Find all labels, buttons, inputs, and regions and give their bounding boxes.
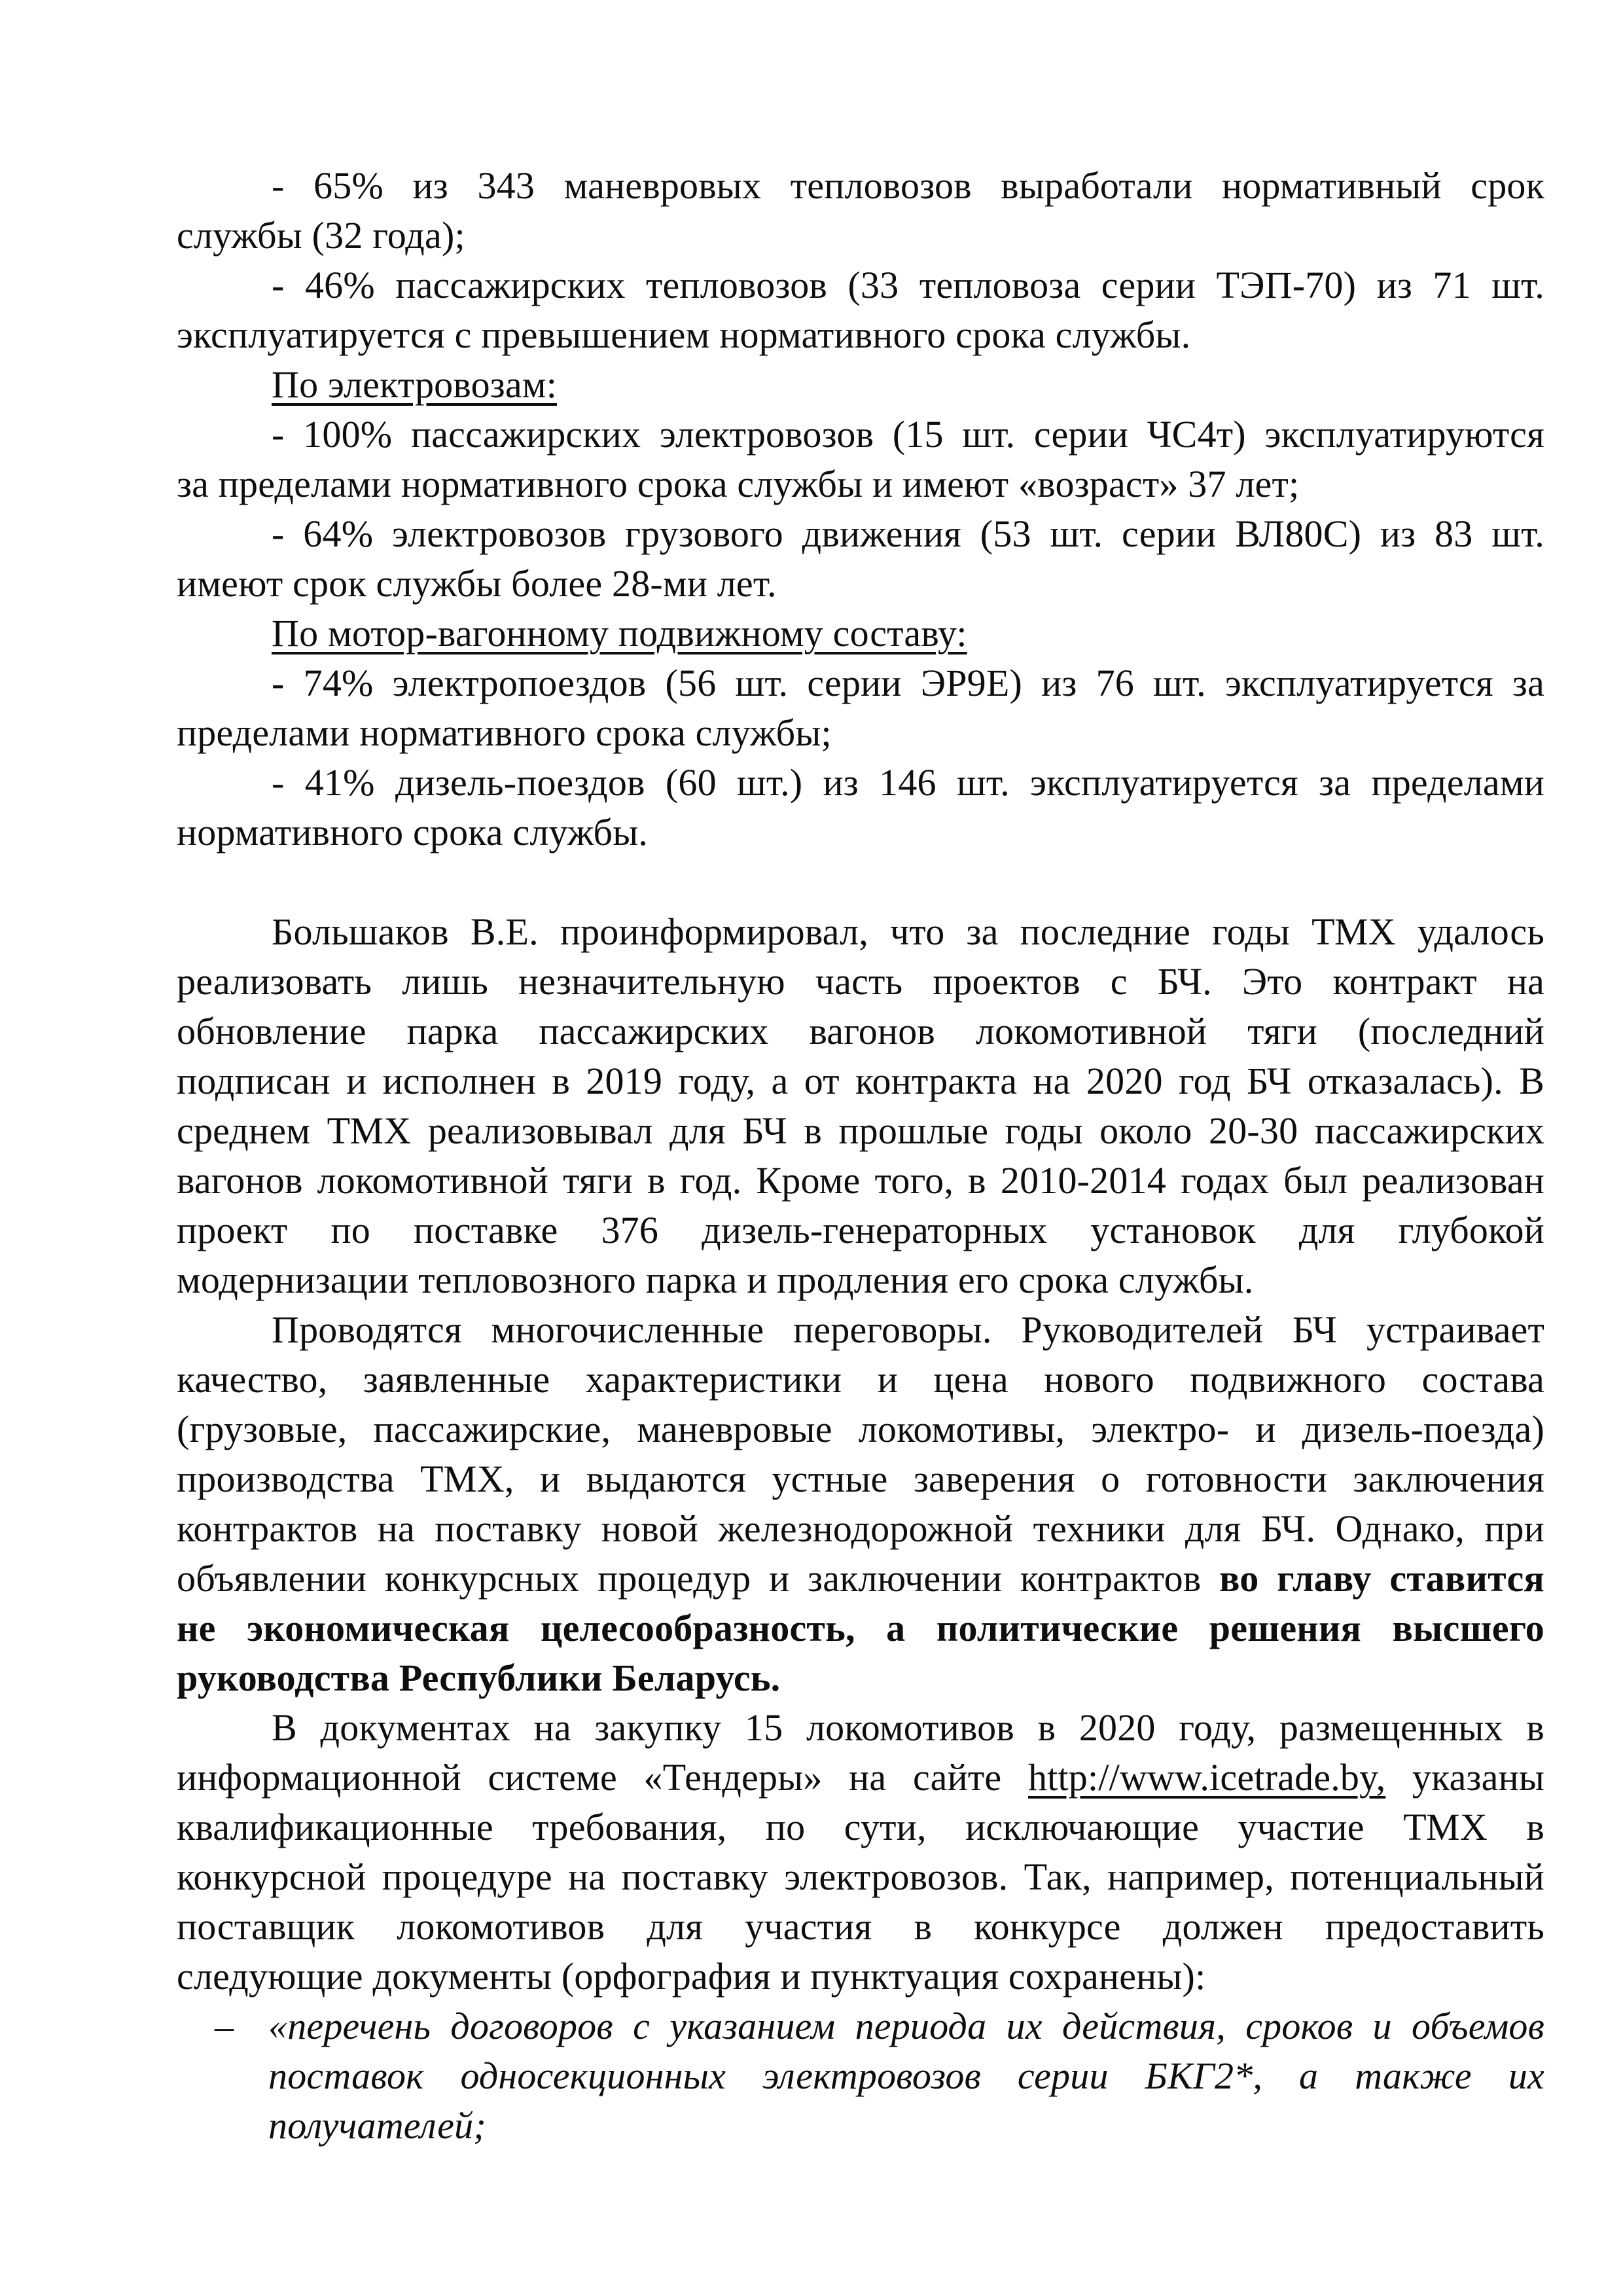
text-segment: объявлении конкурсных процедур и заключении контрактов (177, 1557, 1220, 1600)
text-segment: информационной системе «Тендеры» на сайте (177, 1756, 1028, 1799)
text-line (177, 2051, 1544, 2101)
text-segment: указаны (1385, 1756, 1544, 1799)
text-line (177, 957, 1544, 1007)
text-line (177, 907, 1544, 957)
text-segment: имеют срок службы более 28-ми лет. (177, 562, 777, 605)
text-segment: во главу ставится (1219, 1557, 1544, 1600)
text-line (177, 559, 1544, 609)
text-segment: - 41% дизель-поездов (60 шт.) из 146 шт. эксплуатируется за пределами (272, 761, 1544, 804)
text-segment: эксплуатируется с превышением нормативного срока службы. (177, 314, 1191, 356)
heading-electric-locomotives: По электровозам: (272, 363, 558, 406)
text-segment: за пределами нормативного срока службы и имеют «возраст» 37 лет; (177, 463, 1300, 505)
text-segment: Большаков В.Е. проинформировал, что за последние годы ТМХ удалось (272, 910, 1544, 953)
text-line (177, 658, 1544, 708)
list-dash-marker: – (215, 2005, 234, 2047)
text-segment: руководства Республики Беларусь. (177, 1657, 781, 1699)
text-line (177, 1703, 1544, 1753)
text-line (177, 1454, 1544, 1504)
blank-line (177, 857, 1544, 907)
text-segment: подписан и исполнен в 2019 году, а от контракта на 2020 год БЧ отказалась). В (177, 1060, 1544, 1102)
text-line (177, 2101, 1544, 2151)
text-line (177, 1554, 1544, 1604)
text-line (177, 1056, 1544, 1106)
text-segment: квалификационные требования, по сути, исключающие участие ТМХ в (177, 1806, 1544, 1848)
text-segment: «перечень договоров с указанием периода их действия, сроков и объемов (268, 2005, 1544, 2047)
text-line (177, 1355, 1544, 1405)
text-line (177, 1504, 1544, 1554)
text-segment: В документах на закупку 15 локомотивов в 2020 году, размещенных в (272, 1706, 1544, 1749)
text-line (177, 410, 1544, 459)
text-segment: поставщик локомотивов для участия в конкурсе должен предоставить (177, 1905, 1544, 1948)
text-segment: среднем ТМХ реализовывал для БЧ в прошлые годы около 20-30 пассажирских (177, 1109, 1544, 1152)
text-line (177, 1604, 1544, 1653)
text-line (177, 1255, 1544, 1305)
text-line (177, 161, 1544, 211)
text-line (177, 1305, 1544, 1355)
text-segment: - 65% из 343 маневровых тепловозов выработали нормативный срок (272, 164, 1544, 207)
text-line (177, 808, 1544, 857)
text-segment: - 74% электропоездов (56 шт. серии ЭР9Е) из 76 шт. эксплуатируется за (272, 662, 1544, 704)
text-line (177, 708, 1544, 758)
text-line (177, 1852, 1544, 1902)
text-segment: пределами нормативного срока службы; (177, 711, 832, 754)
text-line (177, 1106, 1544, 1156)
text-segment: реализовать лишь незначительную часть проектов с БЧ. Это контракт на (177, 960, 1544, 1003)
url-icetrade: http://www.icetrade.by, (1027, 1756, 1386, 1799)
text-line (177, 260, 1544, 310)
text-line (177, 459, 1544, 509)
text-line (177, 1753, 1544, 1803)
text-segment: вагонов локомотивной тяги в год. Кроме того, в 2010-2014 годах был реализован (177, 1159, 1544, 1202)
text-segment: нормативного срока службы. (177, 811, 649, 853)
text-segment: поставок односекционных электровозов серии БКГ2*, а также их (268, 2054, 1544, 2097)
text-line (177, 360, 1544, 410)
text-line (177, 609, 1544, 658)
document-body (177, 161, 1544, 2151)
text-line (177, 1803, 1544, 1852)
text-line (177, 1007, 1544, 1056)
text-line (177, 2001, 1544, 2051)
text-segment: следующие документы (орфография и пунктуация сохранены): (177, 1955, 1206, 1998)
text-line (177, 1952, 1544, 2001)
text-segment: Проводятся многочисленные переговоры. Руководителей БЧ устраивает (272, 1308, 1544, 1351)
text-segment: не экономическая целесообразность, а политические решения высшего (177, 1607, 1544, 1649)
text-segment: качество, заявленные характеристики и цена нового подвижного состава (177, 1358, 1544, 1401)
text-segment: получателей; (268, 2104, 486, 2147)
text-segment: - 100% пассажирских электровозов (15 шт. серии ЧС4т) эксплуатируются (272, 413, 1544, 456)
text-line (177, 1405, 1544, 1454)
text-line (177, 509, 1544, 559)
text-line (177, 758, 1544, 808)
text-line (177, 310, 1544, 360)
heading-motor-car-rolling-stock: По мотор-вагонному подвижному составу: (272, 612, 967, 655)
text-segment: обновление парка пассажирских вагонов локомотивной тяги (последний (177, 1010, 1544, 1052)
text-segment: службы (32 года); (177, 214, 465, 257)
text-segment: модернизации тепловозного парка и продления его срока службы. (177, 1259, 1254, 1301)
text-line (177, 1653, 1544, 1703)
text-segment: - 64% электровозов грузового движения (53 шт. серии ВЛ80С) из 83 шт. (272, 512, 1544, 555)
text-segment: конкурсной процедуре на поставку электровозов. Так, например, потенциальный (177, 1856, 1544, 1898)
text-line (177, 211, 1544, 260)
text-segment: (грузовые, пассажирские, маневровые локомотивы, электро- и дизель-поезда) (177, 1408, 1544, 1450)
text-segment: проект по поставке 376 дизель-генераторных установок для глубокой (177, 1209, 1544, 1251)
text-line (177, 1156, 1544, 1206)
text-line (177, 1902, 1544, 1952)
text-segment: контрактов на поставку новой железнодорожной техники для БЧ. Однако, при (177, 1507, 1544, 1550)
text-line (177, 1206, 1544, 1255)
text-segment: - 46% пассажирских тепловозов (33 тепловоза серии ТЭП-70) из 71 шт. (272, 264, 1544, 306)
text-segment: производства ТМХ, и выдаются устные заверения о готовности заключения (177, 1458, 1544, 1500)
